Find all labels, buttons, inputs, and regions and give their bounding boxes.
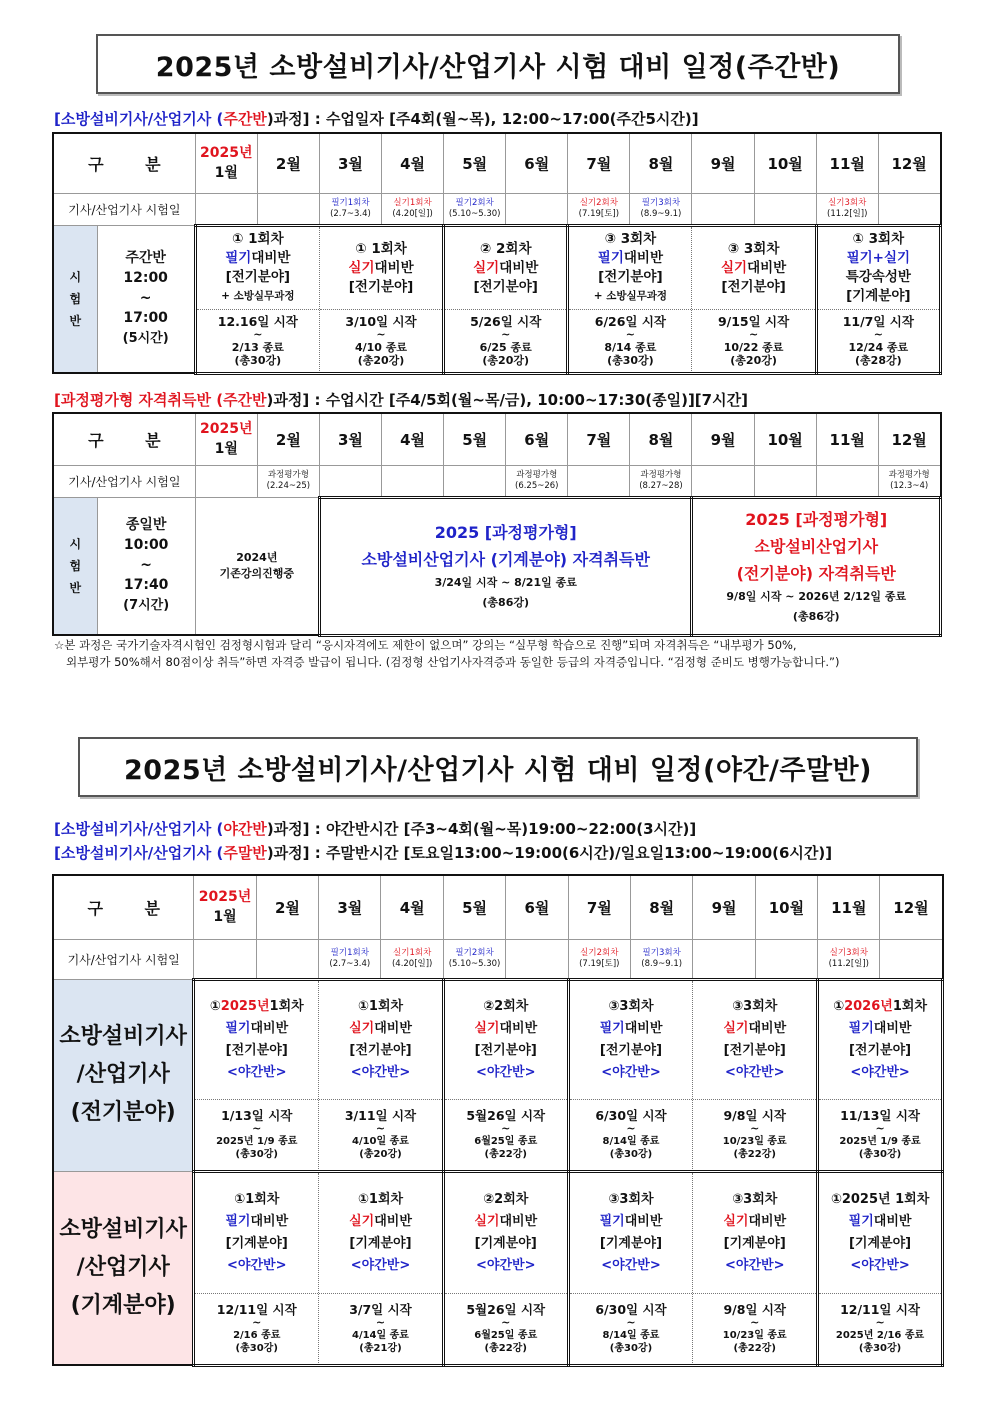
exam-cell — [755, 939, 817, 979]
year-label: 2025년 — [200, 145, 253, 162]
exam-cell — [816, 193, 878, 225]
exam-range: (11.2[일]) — [827, 208, 868, 219]
header-suffix: )과정] : 수업시간 [주4/5회(월~목/금), 10:00~17:30(종일)][7시간] — [266, 391, 748, 409]
month-feb: 2월 — [256, 875, 318, 939]
exam-cell — [195, 465, 257, 497]
course-period: 12.16일 시작 ~ 2/13 종료 (총30강) — [197, 309, 319, 371]
exam-title: 실기3회차 — [828, 197, 867, 208]
course-title: ② 2회차 실기대비반 [전기분야] — [473, 240, 539, 295]
exam-title: 실기1회차 — [393, 197, 432, 208]
exam-cell — [444, 193, 506, 225]
course-title: ①1회차 실기대비반 [전기분야] <야간반> — [349, 999, 412, 1080]
course-title: ②2회차 실기대비반 [기계분야] <야간반> — [474, 1192, 538, 1273]
course-title: ③3회차 실기대비반 [기계분야] <야간반> — [723, 1192, 787, 1273]
month-jun: 6월 — [506, 413, 568, 465]
month-mar: 3월 — [319, 875, 381, 939]
month-jun: 6월 — [506, 875, 568, 939]
exam-range: (5.10~5.30) — [448, 208, 501, 219]
month-oct: 10월 — [754, 413, 816, 465]
exam-date-label: 기사/산업기사 시험일 — [53, 465, 195, 497]
course-period: 6/30일 시작 ~ 8/14일 종료 (총30강) — [570, 1099, 693, 1169]
course-period: 1/13일 시작 ~ 2025년 1/9 종료 (총30강) — [195, 1099, 318, 1169]
course-block — [568, 979, 818, 1171]
header-highlight: 주간반 — [223, 391, 267, 409]
mech-side-label: 소방설비기사 /산업기사 (기계분야) — [53, 1171, 194, 1365]
course-period: 11/13일 시작 ~ 2025년 1/9 종료 (총30강) — [819, 1099, 941, 1169]
month-aug: 8월 — [630, 875, 692, 939]
exam-date-row — [53, 939, 943, 979]
course-period: 12/11일 시작 ~ 2/16 종료 (총30강) — [195, 1293, 318, 1363]
exam-cell — [754, 465, 816, 497]
month-nov: 11월 — [818, 875, 880, 939]
exam-cell — [878, 193, 940, 225]
course-title: ③3회차 필기대비반 [기계분야] <야간반> — [599, 1192, 663, 1273]
elec-course-row — [53, 979, 943, 1171]
course-row — [53, 497, 941, 635]
month-dec: 12월 — [878, 133, 940, 193]
course-row — [53, 225, 941, 373]
exam-cell — [568, 193, 630, 225]
month-nov: 11월 — [816, 413, 878, 465]
month-header-row — [53, 133, 941, 193]
month-aug: 8월 — [630, 413, 692, 465]
month-apr: 4월 — [382, 133, 444, 193]
exam-cell — [692, 193, 754, 225]
course-block — [194, 979, 444, 1171]
time-cell: 종일반 10:00 ~ 17:40 (7시간) — [97, 497, 195, 635]
exam-range: (4.20[일]) — [392, 208, 433, 219]
course-title: ③3회차 필기대비반 [전기분야] <야간반> — [599, 999, 663, 1080]
process-schedule-table — [52, 412, 942, 637]
exam-cell — [506, 939, 568, 979]
header-prefix: [과정평가형 자격취득반 ( — [54, 391, 224, 409]
month-apr: 4월 — [382, 413, 444, 465]
course-block — [444, 225, 568, 373]
exam-cell — [257, 193, 319, 225]
exam-range: (7.19[토]) — [578, 208, 620, 219]
month-header-row — [53, 413, 941, 465]
month-label: 1월 — [214, 165, 238, 182]
exam-cell: 필기3회차 (8.9~9.1) — [630, 939, 692, 979]
month-jun: 6월 — [506, 133, 568, 193]
month-feb: 2월 — [257, 413, 319, 465]
month-apr: 4월 — [381, 875, 443, 939]
month-mar: 3월 — [319, 133, 381, 193]
exam-cell — [444, 465, 506, 497]
course-block — [443, 1171, 568, 1365]
exam-cell: 실기2회차 (7.19[토]) — [568, 939, 630, 979]
month-jul: 7월 — [568, 875, 630, 939]
course-period: 5월26일 시작 ~ 6월25일 종료 (총22강) — [445, 1099, 567, 1169]
elec-side-label: 소방설비기사 /산업기사 (전기분야) — [53, 979, 194, 1171]
month-jan — [195, 133, 257, 193]
title-night-weekend: 2025년 소방설비기사/산업기사 시험 대비 일정(야간/주말반) — [78, 737, 918, 797]
exam-title: 필기1회차 — [331, 197, 370, 208]
exam-cell — [630, 193, 692, 225]
month-mar: 3월 — [319, 413, 381, 465]
jan-note: 2024년 기존강의진행중 — [195, 497, 319, 635]
exam-date-row — [53, 465, 941, 497]
header-night-course: [소방설비기사/산업기사 (야간반)과정] : 야간반시간 [주3~4회(월~목)19:00~22:00(3시간)] — [54, 820, 697, 838]
month-may: 5월 — [444, 413, 506, 465]
header-highlight: 주간반 — [223, 110, 267, 128]
night-schedule-table — [52, 874, 944, 1367]
course-block — [568, 225, 816, 373]
course-title: ③3회차 실기대비반 [전기분야] <야간반> — [723, 999, 787, 1080]
exam-cell — [568, 465, 630, 497]
course-block — [443, 979, 568, 1171]
course-title: ① 1회차 실기대비반 [전기분야] — [348, 240, 414, 295]
course-period: 9/8일 시작 ~ 10/23일 종료 (총22강) — [693, 1099, 816, 1169]
exam-range: (8.9~9.1) — [640, 208, 682, 219]
month-oct: 10월 — [755, 875, 817, 939]
exam-date-label: 기사/산업기사 시험일 — [53, 193, 195, 225]
month-dec: 12월 — [880, 875, 943, 939]
course-block — [816, 225, 940, 373]
course-title: ①1회차 필기대비반 [기계분야] <야간반> — [225, 1192, 289, 1273]
exam-range: (2.7~3.4) — [330, 208, 371, 219]
exam-cell — [382, 193, 444, 225]
course-period: 6/26일 시작 ~ 8/14 종료 (총30강) — [569, 309, 691, 371]
course-block — [818, 1171, 943, 1365]
exam-cell: 실기3회차 (11.2[일]) — [818, 939, 880, 979]
course-title: ①2026년1회차 필기대비반 [전기분야] <야간반> — [833, 999, 928, 1080]
exam-cell — [506, 193, 568, 225]
month-may: 5월 — [443, 875, 505, 939]
side-label: 시 험 반 — [53, 225, 97, 373]
exam-cell — [816, 465, 878, 497]
month-jul: 7월 — [568, 133, 630, 193]
title-day: 2025년 소방설비기사/산업기사 시험 대비 일정(주간반) — [96, 34, 900, 94]
course-title: ① 1회차 필기대비반 [전기분야] + 소방실무과정 — [221, 231, 295, 302]
process-note-line2: 외부평가 50%해서 80점이상 취득”하면 자격증 발급이 됩니다. (검정형 산업기사자격증과 동일한 등급의 자격증입니다. “검정형 준비도 병행가능합니다.”) — [66, 655, 840, 669]
month-sep: 9월 — [693, 875, 755, 939]
process-box-mech: 2025 [과정평가형] 소방설비산업기사 (기계분야) 자격취득반 3/24일 시작 ~ 8/21일 종료 (총86강) — [319, 497, 692, 635]
exam-cell: 과정평가형 (12.3~4) — [878, 465, 940, 497]
exam-cell — [319, 193, 381, 225]
time-cell: 주간반 12:00 ~ 17:00 (5시간) — [97, 225, 195, 373]
course-period: 5월26일 시작 ~ 6월25일 종료 (총22강) — [445, 1293, 567, 1363]
exam-cell — [319, 465, 381, 497]
month-jul: 7월 — [568, 413, 630, 465]
course-title: ③ 3회차 필기대비반 [전기분야] + 소방실무과정 — [593, 231, 668, 302]
gubun-header: 구 분 — [53, 133, 195, 193]
course-period: 3/10일 시작 ~ 4/10 종료 (총20강) — [320, 309, 442, 371]
exam-cell — [692, 465, 754, 497]
header-suffix: )과정] : 수업일자 [주4회(월~목), 12:00~17:00(주간5시간)] — [266, 110, 699, 128]
course-title: ①2025년1회차 필기대비반 [전기분야] <야간반> — [209, 999, 304, 1080]
exam-cell — [256, 939, 318, 979]
mech-course-row — [53, 1171, 943, 1365]
month-sep: 9월 — [692, 413, 754, 465]
exam-date-row — [53, 193, 941, 225]
gubun-header: 구 분 — [53, 413, 195, 465]
month-jan: 2025년 1월 — [194, 875, 256, 939]
exam-cell — [754, 193, 816, 225]
process-note-line1: ☆본 과정은 국가기술자격시험인 검정형시험과 달리 “응시자격에도 제한이 없으며” 강의는 “실무형 학습으로 진행”되며 자격취득은 “내부평가 50%, — [54, 638, 797, 652]
header-prefix: [소방설비기사/산업기사 ( — [54, 110, 224, 128]
exam-title: 필기3회차 — [641, 197, 681, 208]
month-sep: 9월 — [692, 133, 754, 193]
course-title: ③ 3회차 실기대비반 [전기분야] — [720, 240, 787, 295]
exam-cell: 과정평가형 (2.24~25) — [257, 465, 319, 497]
month-nov: 11월 — [816, 133, 878, 193]
course-title: ①2025년 1회차 필기대비반 [기계분야] <야간반> — [830, 1192, 930, 1273]
exam-title: 필기2회차 — [455, 197, 494, 208]
header-day-course — [54, 108, 699, 129]
course-title: ②2회차 실기대비반 [전기분야] <야간반> — [474, 999, 538, 1080]
course-block — [818, 979, 943, 1171]
exam-cell — [194, 939, 256, 979]
month-dec: 12월 — [878, 413, 940, 465]
course-period: 5/26일 시작 ~ 6/25 종료 (총20강) — [445, 309, 566, 371]
month-aug: 8월 — [630, 133, 692, 193]
exam-cell: 과정평가형 (8.27~28) — [630, 465, 692, 497]
course-period: 3/11일 시작 ~ 4/10일 종료 (총20강) — [319, 1099, 442, 1169]
month-oct: 10월 — [754, 133, 816, 193]
month-feb: 2월 — [257, 133, 319, 193]
course-block — [195, 225, 443, 373]
course-period: 9/8일 시작 ~ 10/23일 종료 (총22강) — [693, 1293, 816, 1363]
exam-cell: 실기1회차 (4.20[일]) — [381, 939, 443, 979]
course-period: 3/7일 시작 ~ 4/14일 종료 (총21강) — [319, 1293, 442, 1363]
course-period: 6/30일 시작 ~ 8/14일 종료 (총30강) — [570, 1293, 693, 1363]
exam-cell — [382, 465, 444, 497]
course-period: 9/15일 시작 ~ 10/22 종료 (총20강) — [692, 309, 814, 371]
exam-cell — [195, 193, 257, 225]
header-process-course — [54, 389, 748, 410]
side-label: 시 험 반 — [53, 497, 97, 635]
exam-date-label: 기사/산업기사 시험일 — [53, 939, 194, 979]
course-block — [194, 1171, 444, 1365]
exam-cell — [693, 939, 755, 979]
month-header-row — [53, 875, 943, 939]
exam-title: 실기2회차 — [579, 197, 618, 208]
exam-cell: 필기1회차 (2.7~3.4) — [319, 939, 381, 979]
course-block — [568, 1171, 818, 1365]
exam-cell: 과정평가형 (6.25~26) — [506, 465, 568, 497]
month-may: 5월 — [444, 133, 506, 193]
gubun-header: 구 분 — [53, 875, 194, 939]
exam-cell: 필기2회차 (5.10~5.30) — [443, 939, 505, 979]
course-title: ① 3회차 필기+실기 특강속성반 [기계분야] — [845, 231, 911, 304]
month-jan: 2025년 1월 — [195, 413, 257, 465]
course-period: 12/11일 시작 ~ 2025년 2/16 종료 (총30강) — [819, 1293, 941, 1363]
course-title: ①1회차 실기대비반 [기계분야] <야간반> — [349, 1192, 412, 1273]
course-period: 11/7일 시작 ~ 12/24 종료 (총28강) — [818, 309, 939, 371]
header-weekend-course: [소방설비기사/산업기사 (주말반)과정] : 주말반시간 [토요일13:00~19:00(6시간)/일요일13:00~19:00(6시간)] — [54, 844, 833, 862]
day-schedule-table — [52, 132, 942, 375]
process-box-elec: 2025 [과정평가형] 소방설비산업기사 (전기분야) 자격취득반 9/8일 시작 ~ 2026년 2/12일 종료 (총86강) — [692, 497, 941, 635]
exam-cell — [880, 939, 943, 979]
